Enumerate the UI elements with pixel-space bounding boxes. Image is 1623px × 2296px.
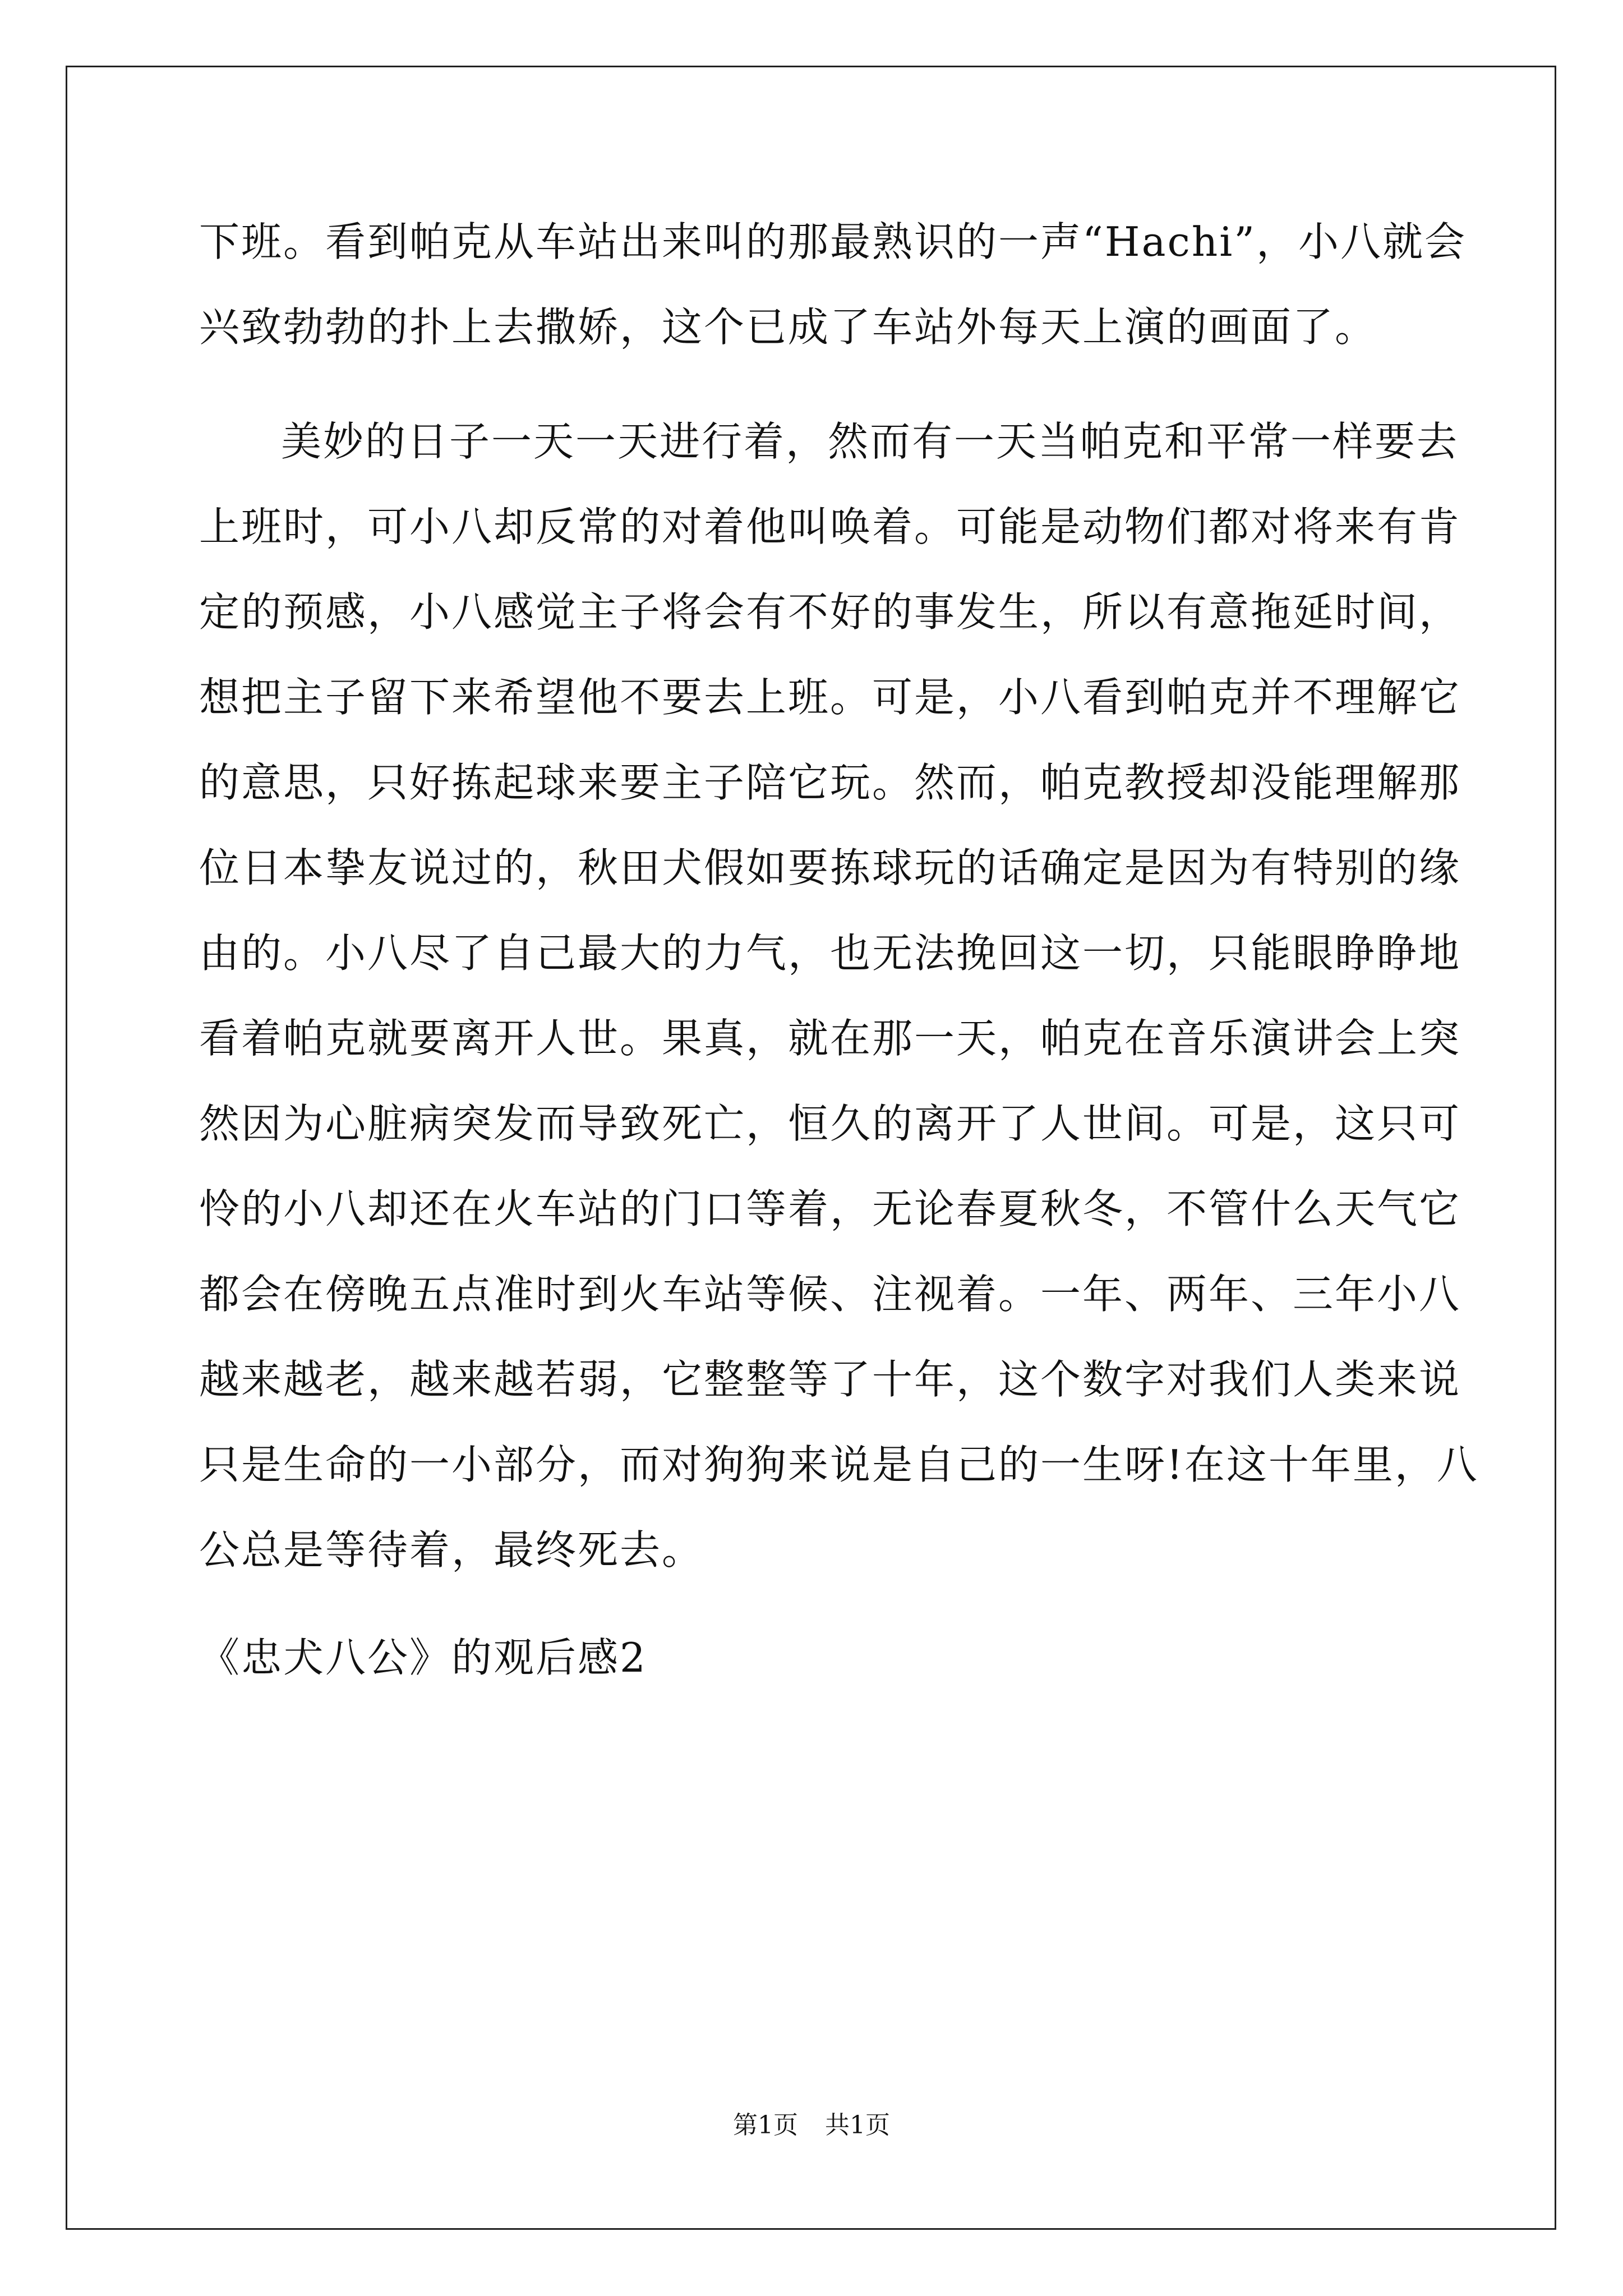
paragraph-2-line-13: 只是生命的一小部分，而对狗狗来说是自己的一生呀!在这十年里，八 xyxy=(199,1441,1479,1488)
paragraph-2-line-8: 看着帕克就要离开人世。果真，就在那一天，帕克在音乐演讲会上突 xyxy=(199,1015,1461,1062)
page-footer xyxy=(0,2105,1623,2141)
paragraph-2-line-9: 然因为心脏病突发而导致死亡，恒久的离开了人世间。可是，这只可 xyxy=(199,1100,1461,1147)
paragraph-2-line-10: 怜的小八却还在火车站的门口等着，无论春夏秋冬，不管什么天气它 xyxy=(199,1185,1461,1232)
page-number: 第1页 xyxy=(733,2111,798,2139)
paragraph-2-line-14: 公总是等待着，最终死去。 xyxy=(199,1526,704,1573)
paragraph-2-line-5: 的意思，只好拣起球来要主子陪它玩。然而，帕克教授却没能理解那 xyxy=(199,759,1461,806)
page-total: 共1页 xyxy=(825,2111,890,2139)
paragraph-2-line-11: 都会在傍晚五点准时到火车站等候、注视着。一年、两年、三年小八 xyxy=(199,1271,1461,1318)
paragraph-2-line-2: 上班时，可小八却反常的对着他叫唤着。可能是动物们都对将来有肯 xyxy=(199,503,1461,550)
paragraph-2-line-12: 越来越老，越来越若弱，它整整等了十年，这个数字对我们人类来说 xyxy=(199,1356,1461,1403)
paragraph-spacer xyxy=(199,370,1433,399)
paragraph-1-line-2: 兴致勃勃的扑上去撒娇，这个已成了车站外每天上演的画面了。 xyxy=(199,303,1377,351)
paragraph-1-line-1: 下班。看到帕克从车站出来叫的那最熟识的一声“Hachi”，小八就会 xyxy=(199,218,1467,265)
paragraph-2-line-3: 定的预感，小八感觉主子将会有不好的事发生，所以有意拖延时间， xyxy=(199,588,1461,636)
paragraph-2-line-4: 想把主子留下来希望他不要去上班。可是，小八看到帕克并不理解它 xyxy=(199,674,1461,721)
document-body xyxy=(199,199,1479,1700)
paragraph-2-line-7: 由的。小八尽了自己最大的力气，也无法挽回这一切，只能眼睁睁地 xyxy=(199,930,1461,977)
paragraph-2-line-1: 美妙的日子一天一天进行着，然而有一天当帕克和平常一样要去 xyxy=(281,418,1459,465)
paragraph-2-line-6: 位日本挚友说过的，秋田犬假如要拣球玩的话确定是因为有特别的缘 xyxy=(199,844,1461,891)
section-heading: 《忠犬八公》的观后感2 xyxy=(199,1634,647,1681)
